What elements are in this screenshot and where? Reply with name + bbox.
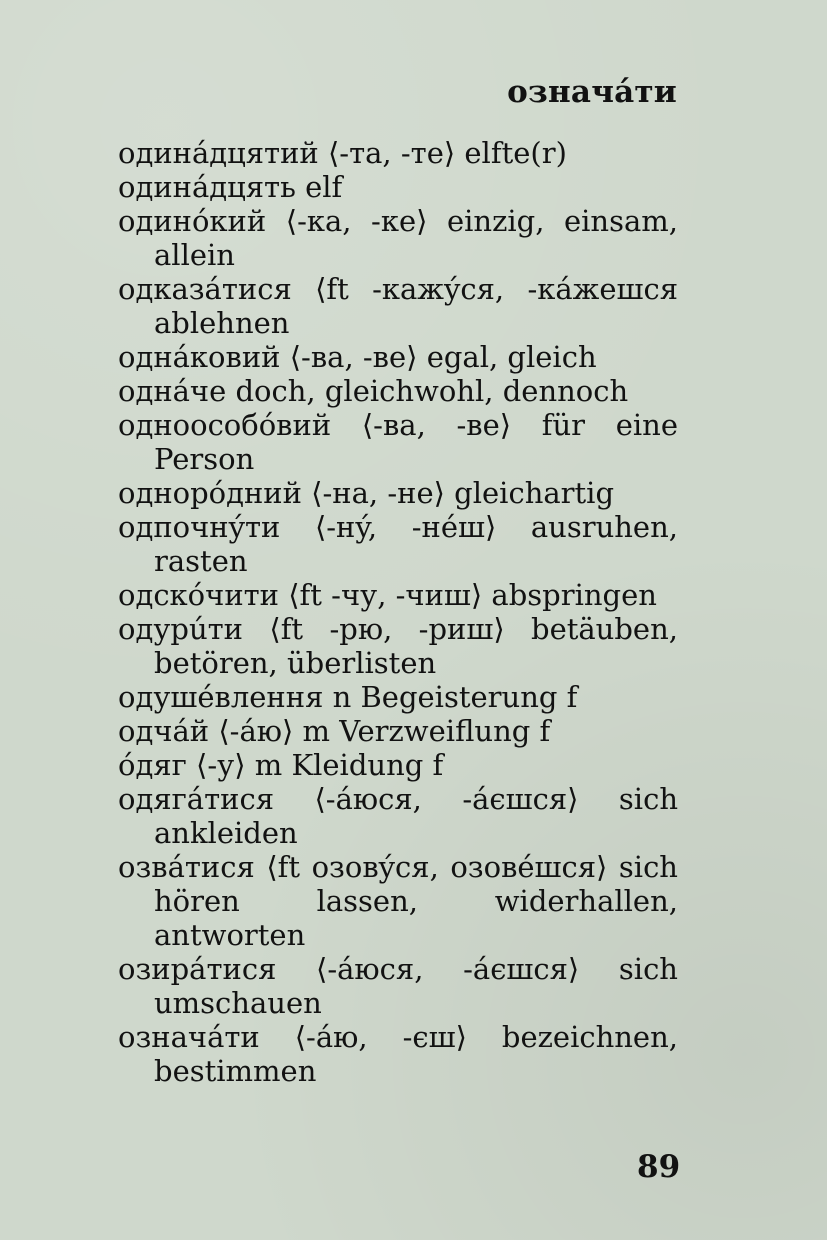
dictionary-entry: одинáдцятий ⟨-та, -те⟩ elfte(r) (118, 136, 567, 170)
dictionary-entry: озирáтися ⟨-áюся, -áєшся⟩ sich umschauen (118, 952, 678, 1020)
dictionary-entry: одурúти ⟨ft -рю, -риш⟩ betäuben, betören, überlisten (118, 612, 678, 680)
dictionary-entry: однáче doch, gleichwohl, dennoch (118, 374, 629, 408)
dictionary-entry: однорóдний ⟨-на, -не⟩ gleichartig (118, 476, 615, 510)
dictionary-entry: одягáтися ⟨-áюся, -áєшся⟩ sich ankleiden (118, 782, 678, 850)
dictionary-entry: одпочнýти ⟨-нý, -нéш⟩ ausruhen, rasten (118, 510, 678, 578)
entry-list (118, 136, 678, 1088)
dictionary-entry: озвáтися ⟨ft озовýся, озовéшся⟩ sich hören lassen, widerhallen, antworten (118, 850, 678, 952)
dictionary-entry: одчáй ⟨-áю⟩ m Verzweiflung f (118, 714, 551, 748)
page-number: 89 (637, 1149, 681, 1185)
dictionary-entry: одказáтися ⟨ft -кажýся, -кáжешся ablehnen (118, 272, 678, 340)
dictionary-entry: одноособóвий ⟨-ва, -ве⟩ für eine Person (118, 408, 678, 476)
dictionary-entry: одинóкий ⟨-ка, -ке⟩ einzig, einsam, allein (118, 204, 678, 272)
dictionary-entry: одскóчити ⟨ft -чу, -чиш⟩ abspringen (118, 578, 657, 612)
dictionary-entry: óдяг ⟨-у⟩ m Kleidung f (118, 748, 444, 782)
running-head: означáти (507, 74, 677, 110)
dictionary-entry: одушéвлення n Begeisterung f (118, 680, 578, 714)
dictionary-entry: означáти ⟨-áю, -єш⟩ bezeichnen, bestimmen (118, 1020, 678, 1088)
dictionary-entry: однáковий ⟨-ва, -ве⟩ egal, gleich (118, 340, 597, 374)
dictionary-entry: одинáдцять elf (118, 170, 343, 204)
